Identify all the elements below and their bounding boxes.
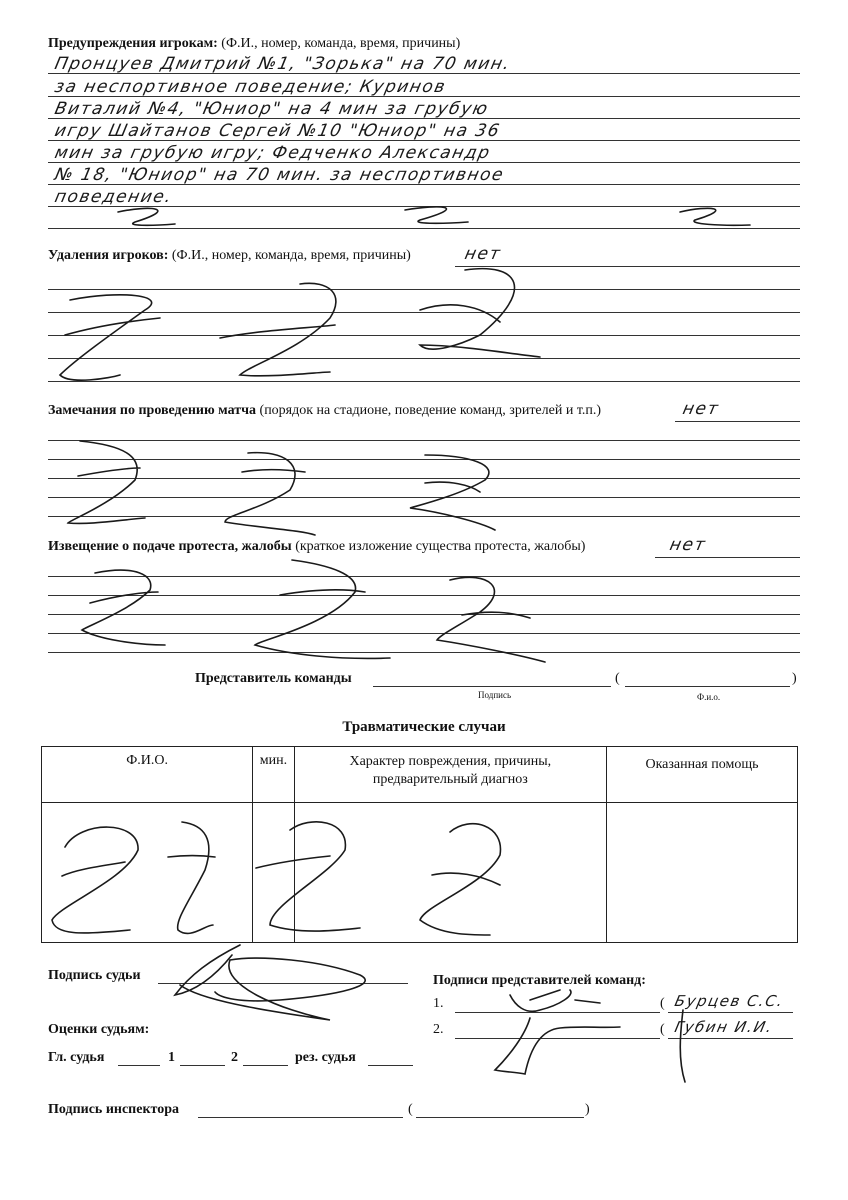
assistant-2-grade-field[interactable] (243, 1065, 288, 1066)
remarks-label-rest: (порядок на стадионе, поведение команд, зрителей и т.п.) (259, 403, 602, 418)
team-1-signature (510, 990, 600, 1011)
team-1-name-field[interactable] (668, 1012, 793, 1013)
removals-value: нет (462, 244, 504, 264)
header-injury-line2: предварительный диагноз (372, 772, 528, 787)
strike-mark (680, 208, 750, 225)
open-paren: ( (615, 671, 620, 686)
team-rep-label-text: Представитель команды (195, 671, 352, 686)
cell-aid[interactable] (606, 803, 797, 943)
warning-line: Виталий №4, "Юниор" на 4 мин за грубую (52, 99, 491, 119)
inspector-name-field[interactable] (416, 1117, 584, 1118)
protest-label (48, 539, 585, 555)
warning-line: поведение. (52, 187, 175, 207)
line (675, 421, 800, 422)
protest-label-rest: (краткое изложение существа протеста, жалобы) (295, 539, 586, 554)
warnings-label-rest: (Ф.И., номер, команда, время, причины) (221, 36, 461, 51)
team-signatures-label-text: Подписи представителей команд: (433, 973, 646, 988)
signature-caption: Подпись (478, 690, 512, 700)
inspector-label (48, 1102, 179, 1118)
team-signatures-label (433, 973, 646, 989)
protest-label-bold: Извещение о подаче протеста, жалобы (48, 539, 292, 554)
remarks-label (48, 403, 601, 419)
line (48, 381, 800, 382)
remarks-label-bold: Замечания по проведению матча (48, 403, 257, 418)
grades-label (48, 1022, 149, 1038)
warning-line: № 18, "Юниор" на 70 мин. за неспортивное (52, 165, 507, 185)
team-2-name: Губин И.И. (673, 1018, 775, 1036)
warning-line: Пронцуев Дмитрий №1, "Зорька" на 70 мин. (52, 54, 513, 74)
assistant-2-label: 2 (231, 1050, 238, 1065)
line (455, 266, 800, 267)
close-paren: ) (792, 671, 797, 686)
line (48, 652, 800, 653)
strike-mark (118, 208, 175, 225)
team-1-name: Бурцев С.С. (673, 992, 786, 1010)
line (655, 557, 800, 558)
line (48, 289, 800, 290)
header-injury (294, 747, 606, 803)
assistant-1-label: 1 (168, 1050, 175, 1065)
team-2-name-field[interactable] (668, 1038, 793, 1039)
line (48, 312, 800, 313)
line (48, 335, 800, 336)
open-paren: ( (660, 996, 665, 1011)
strike-mark (255, 560, 390, 658)
reserve-referee-grade-field[interactable] (368, 1065, 413, 1066)
strike-mark (68, 441, 145, 523)
close-paren: ) (585, 1102, 590, 1117)
line (48, 614, 800, 615)
strike-mark (225, 453, 315, 535)
line (48, 497, 800, 498)
grades-row (48, 1050, 104, 1066)
referee-signature-text: Подпись судьи (48, 968, 141, 983)
strike-mark (410, 455, 495, 530)
trauma-row (42, 803, 798, 943)
team-1-signature-field[interactable] (455, 1012, 660, 1013)
strike-mark (220, 283, 336, 375)
strike-mark (437, 577, 545, 662)
cell-minute[interactable] (253, 803, 294, 943)
removals-label (48, 248, 411, 264)
line (48, 595, 800, 596)
strike-mark (60, 295, 160, 380)
team-rep-label (195, 671, 352, 687)
trauma-table (41, 746, 798, 943)
line (48, 228, 800, 229)
line (48, 576, 800, 577)
warning-line: за неспортивное поведение; Куринов (52, 77, 449, 97)
assistant-1-grade-field[interactable] (180, 1065, 225, 1066)
name-caption: Ф.и.о. (697, 692, 721, 702)
warnings-label-bold: Предупреждения игрокам: (48, 36, 218, 51)
open-paren: ( (408, 1102, 413, 1117)
inspector-signature-field[interactable] (198, 1117, 403, 1118)
team-rep-signature-field[interactable] (373, 686, 611, 687)
line (48, 440, 800, 441)
protest-value: нет (667, 535, 709, 555)
strike-mark (405, 207, 468, 224)
line (48, 358, 800, 359)
inspector-label-text: Подпись инспектора (48, 1102, 179, 1117)
referee-signature-field[interactable] (158, 983, 408, 984)
header-minute: мин. (253, 747, 294, 803)
trauma-header-row (42, 747, 798, 803)
header-aid: Оказанная помощь (606, 747, 797, 803)
reserve-referee-label: рез. судья (295, 1050, 356, 1065)
team-2-signature-field[interactable] (455, 1038, 660, 1039)
header-name: Ф.И.О. (42, 747, 253, 803)
open-paren: ( (660, 1022, 665, 1037)
team-signature-number: 2. (433, 1022, 444, 1037)
trauma-title: Травматические случаи (342, 719, 506, 735)
referee-signature-label (48, 968, 141, 984)
line (48, 478, 800, 479)
warning-line: игру Шайтанов Сергей №10 "Юниор" на 36 (52, 121, 503, 141)
team-signature-number: 1. (433, 996, 444, 1011)
header-injury-line1: Характер повреждения, причины, (349, 754, 552, 769)
team-rep-name-field[interactable] (625, 686, 790, 687)
main-referee-label: Гл. судья (48, 1050, 105, 1065)
team-2-signature (495, 1018, 620, 1074)
line (48, 633, 800, 634)
cell-name[interactable] (42, 803, 253, 943)
remarks-value: нет (680, 399, 722, 419)
main-referee-grade-field[interactable] (118, 1065, 160, 1066)
warnings-label (48, 36, 460, 52)
grades-label-text: Оценки судьям: (48, 1022, 150, 1037)
warning-line: мин за грубую игру; Федченко Александр (52, 143, 493, 163)
line (48, 459, 800, 460)
cell-injury[interactable] (294, 803, 606, 943)
removals-label-rest: (Ф.И., номер, команда, время, причины) (171, 248, 411, 263)
line (48, 516, 800, 517)
removals-label-bold: Удаления игроков: (48, 248, 169, 263)
